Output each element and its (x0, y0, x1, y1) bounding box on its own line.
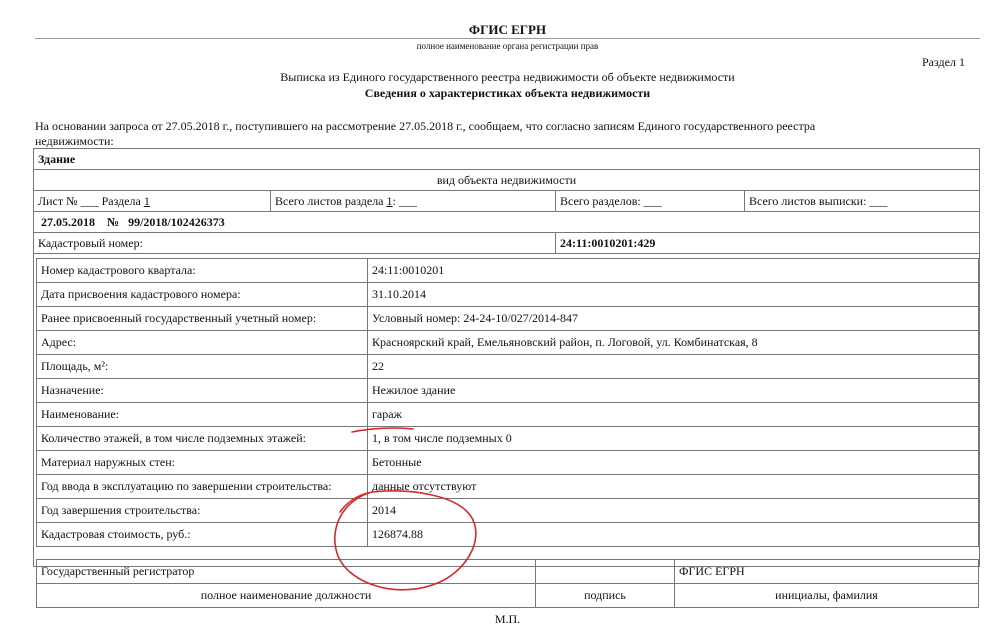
stamp-label: М.П. (494, 612, 521, 626)
sheet-number-cell: Лист № ___ Раздела 1 (34, 191, 271, 212)
row-label: Назначение: (37, 379, 368, 403)
row-value: Красноярский край, Емельяновский район, п. Логовой, ул. Комбинатская, 8 (368, 331, 979, 355)
row-value: данные отсутствуют (368, 475, 979, 499)
row-value: 126874.88 (368, 523, 979, 547)
org-caption: полное наименование органа регистрации прав (416, 41, 599, 51)
row-label: Номер кадастрового квартала: (37, 259, 368, 283)
row-value: 31.10.2014 (368, 283, 979, 307)
row-label: Наименование: (37, 403, 368, 427)
cadastral-number: 24:11:0010201:429 (556, 233, 980, 254)
row-value: 2014 (368, 499, 979, 523)
row-value: 22 (368, 355, 979, 379)
circle-annotation (335, 491, 476, 590)
doc-subtitle: Сведения о характеристиках объекта недвижимости (364, 86, 651, 100)
row-value: 1, в том числе подземных 0 (368, 427, 979, 451)
registrar-title: Государственный регистратор (37, 560, 536, 584)
row-value: Условный номер: 24-24-10/027/2014-847 (368, 307, 979, 331)
registrar-org: ФГИС ЕГРН (675, 560, 979, 584)
row-value: 24:11:0010201 (368, 259, 979, 283)
row-label: Кадастровая стоимость, руб.: (37, 523, 368, 547)
total-extract-sheets-cell: Всего листов выписки: ___ (745, 191, 980, 212)
cadastral-label: Кадастровый номер: (34, 233, 556, 254)
doc-title: Выписка из Единого государственного реестра недвижимости об объекте недвижимости (280, 70, 735, 84)
total-sections-cell: Всего разделов: ___ (556, 191, 745, 212)
section-label: Раздел 1 (922, 55, 965, 69)
total-sheets-cell: Всего листов раздела 1: ___ (271, 191, 556, 212)
row-label: Год ввода в эксплуатацию по завершении строительства: (37, 475, 368, 499)
row-label: Количество этажей, в том числе подземных этажей: (37, 427, 368, 451)
caption-signature: подпись (536, 584, 675, 608)
row-value: гараж (368, 403, 979, 427)
row-label: Адрес: (37, 331, 368, 355)
underline-annotation (352, 428, 413, 432)
row-value: Нежилое здание (368, 379, 979, 403)
row-label: Год завершения строительства: (37, 499, 368, 523)
row-label: Площадь, м²: (37, 355, 368, 379)
row-label: Ранее присвоенный государственный учетный номер: (37, 307, 368, 331)
org-name: ФГИС ЕГРН (468, 22, 547, 37)
object-type: Здание (34, 149, 980, 170)
caption-name: инициалы, фамилия (675, 584, 979, 608)
row-label: Материал наружных стен: (37, 451, 368, 475)
row-label: Дата присвоения кадастрового номера: (37, 283, 368, 307)
object-type-caption: вид объекта недвижимости (34, 170, 980, 191)
intro-line-1: На основании запроса от 27.05.2018 г., поступившего на рассмотрение 27.05.2018 г., сообщаем, что согласно записям Единого государственного реестра (35, 119, 816, 133)
extract-number: 27.05.2018 № 99/2018/102426373 (34, 212, 980, 233)
caption-position: полное наименование должности (37, 584, 536, 608)
intro-line-2: недвижимости: (35, 134, 114, 148)
row-value: Бетонные (368, 451, 979, 475)
